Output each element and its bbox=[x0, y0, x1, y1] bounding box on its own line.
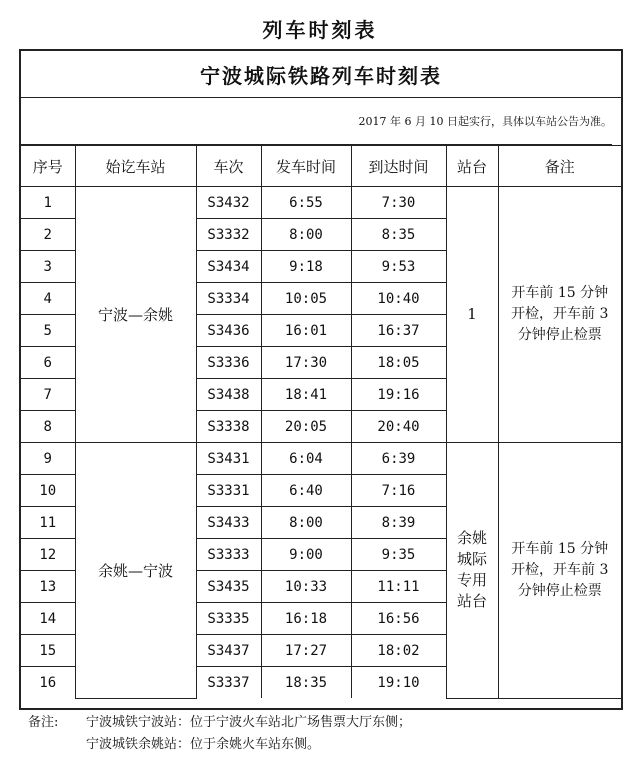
depart-time: 9:18 bbox=[261, 251, 351, 283]
remark-line: 开检，开车前 3 bbox=[511, 561, 609, 578]
depart-time: 10:33 bbox=[261, 571, 351, 603]
platform-cell bbox=[446, 187, 498, 443]
row-number: 10 bbox=[21, 475, 75, 507]
train-number: S3331 bbox=[196, 475, 261, 507]
arrive-time: 6:39 bbox=[351, 443, 446, 475]
row-number: 9 bbox=[21, 443, 75, 475]
arrive-time: 10:40 bbox=[351, 283, 446, 315]
row-number: 7 bbox=[21, 379, 75, 411]
row-number: 4 bbox=[21, 283, 75, 315]
train-number: S3431 bbox=[196, 443, 261, 475]
table-title: 宁波城际铁路列车时刻表 bbox=[19, 51, 623, 98]
platform-cell bbox=[446, 443, 498, 699]
depart-time: 20:05 bbox=[261, 411, 351, 443]
remark-line: 分钟停止检票 bbox=[517, 327, 602, 343]
arrive-time: 8:35 bbox=[351, 219, 446, 251]
row-number: 15 bbox=[21, 635, 75, 667]
platform-line: 城际 bbox=[456, 550, 487, 569]
route-cell: 宁波—余姚 bbox=[75, 187, 196, 443]
platform-line: 专用 bbox=[456, 571, 487, 590]
train-number: S3436 bbox=[196, 315, 261, 347]
arrive-time: 16:56 bbox=[351, 603, 446, 635]
footer-line bbox=[28, 712, 618, 734]
depart-time: 17:30 bbox=[261, 347, 351, 379]
remark-cell bbox=[498, 187, 621, 443]
footer-label: 备注: bbox=[28, 715, 59, 730]
arrive-time: 16:37 bbox=[351, 315, 446, 347]
train-number: S3334 bbox=[196, 283, 261, 315]
train-number: S3335 bbox=[196, 603, 261, 635]
row-number: 16 bbox=[21, 667, 75, 699]
arrive-time: 18:05 bbox=[351, 347, 446, 379]
train-number: S3333 bbox=[196, 539, 261, 571]
platform-line: 1 bbox=[467, 305, 477, 323]
train-number: S3435 bbox=[196, 571, 261, 603]
arrive-time: 7:30 bbox=[351, 187, 446, 219]
train-number: S3437 bbox=[196, 635, 261, 667]
train-number: S3433 bbox=[196, 507, 261, 539]
depart-time: 10:05 bbox=[261, 283, 351, 315]
row-number: 11 bbox=[21, 507, 75, 539]
platform-line: 站台 bbox=[456, 592, 487, 611]
depart-time: 6:55 bbox=[261, 187, 351, 219]
depart-time: 8:00 bbox=[261, 219, 351, 251]
row-number: 6 bbox=[21, 347, 75, 379]
depart-time: 16:18 bbox=[261, 603, 351, 635]
header-remark: 备注 bbox=[498, 146, 621, 187]
row-number: 8 bbox=[21, 411, 75, 443]
remark-cell bbox=[498, 443, 621, 699]
header-depart: 发车时间 bbox=[261, 146, 351, 187]
table-row bbox=[21, 443, 621, 475]
depart-time: 18:35 bbox=[261, 667, 351, 699]
header-no: 序号 bbox=[21, 146, 75, 187]
row-number: 3 bbox=[21, 251, 75, 283]
header-arrive: 到达时间 bbox=[351, 146, 446, 187]
train-number: S3434 bbox=[196, 251, 261, 283]
row-number: 13 bbox=[21, 571, 75, 603]
route-cell: 余姚—宁波 bbox=[75, 443, 196, 699]
train-number: S3336 bbox=[196, 347, 261, 379]
row-number: 1 bbox=[21, 187, 75, 219]
footer-line bbox=[28, 734, 618, 756]
timetable-body bbox=[21, 187, 621, 699]
arrive-time: 9:35 bbox=[351, 539, 446, 571]
depart-time: 18:41 bbox=[261, 379, 351, 411]
row-number: 5 bbox=[21, 315, 75, 347]
train-number: S3338 bbox=[196, 411, 261, 443]
timetable bbox=[21, 145, 621, 699]
remark-line: 分钟停止检票 bbox=[517, 582, 602, 599]
header-route: 始讫车站 bbox=[75, 146, 196, 187]
depart-time: 17:27 bbox=[261, 635, 351, 667]
page-title: 列车时刻表 bbox=[262, 18, 378, 42]
effective-date-note: 2017 年 6 月 10 日起实行，具体以车站公告为准。 bbox=[21, 98, 612, 145]
footer-notes bbox=[28, 712, 618, 756]
depart-time: 9:00 bbox=[261, 539, 351, 571]
depart-time: 6:40 bbox=[261, 475, 351, 507]
table-row bbox=[21, 187, 621, 219]
arrive-time: 8:39 bbox=[351, 507, 446, 539]
remark-line: 开车前 15 分钟 bbox=[511, 285, 609, 301]
row-number: 2 bbox=[21, 219, 75, 251]
row-number: 14 bbox=[21, 603, 75, 635]
arrive-time: 9:53 bbox=[351, 251, 446, 283]
train-number: S3337 bbox=[196, 667, 261, 699]
remark-line: 开车前 15 分钟 bbox=[511, 540, 609, 557]
arrive-time: 7:16 bbox=[351, 475, 446, 507]
arrive-time: 19:16 bbox=[351, 379, 446, 411]
remark-line: 开检，开车前 3 bbox=[511, 306, 609, 322]
train-number: S3432 bbox=[196, 187, 261, 219]
depart-time: 6:04 bbox=[261, 443, 351, 475]
arrive-time: 18:02 bbox=[351, 635, 446, 667]
depart-time: 16:01 bbox=[261, 315, 351, 347]
arrive-time: 20:40 bbox=[351, 411, 446, 443]
arrive-time: 11:11 bbox=[351, 571, 446, 603]
footer-text: 宁波城铁宁波站：位于宁波火车站北广场售票大厅东侧； bbox=[86, 715, 412, 730]
header-train: 车次 bbox=[196, 146, 261, 187]
platform-line: 余姚 bbox=[456, 529, 487, 548]
depart-time: 8:00 bbox=[261, 507, 351, 539]
header-row bbox=[21, 146, 621, 187]
header-platform: 站台 bbox=[446, 146, 498, 187]
footer-text: 宁波城铁余姚站：位于余姚火车站东侧。 bbox=[86, 737, 321, 752]
row-number: 12 bbox=[21, 539, 75, 571]
arrive-time: 19:10 bbox=[351, 667, 446, 699]
train-number: S3332 bbox=[196, 219, 261, 251]
train-number: S3438 bbox=[196, 379, 261, 411]
